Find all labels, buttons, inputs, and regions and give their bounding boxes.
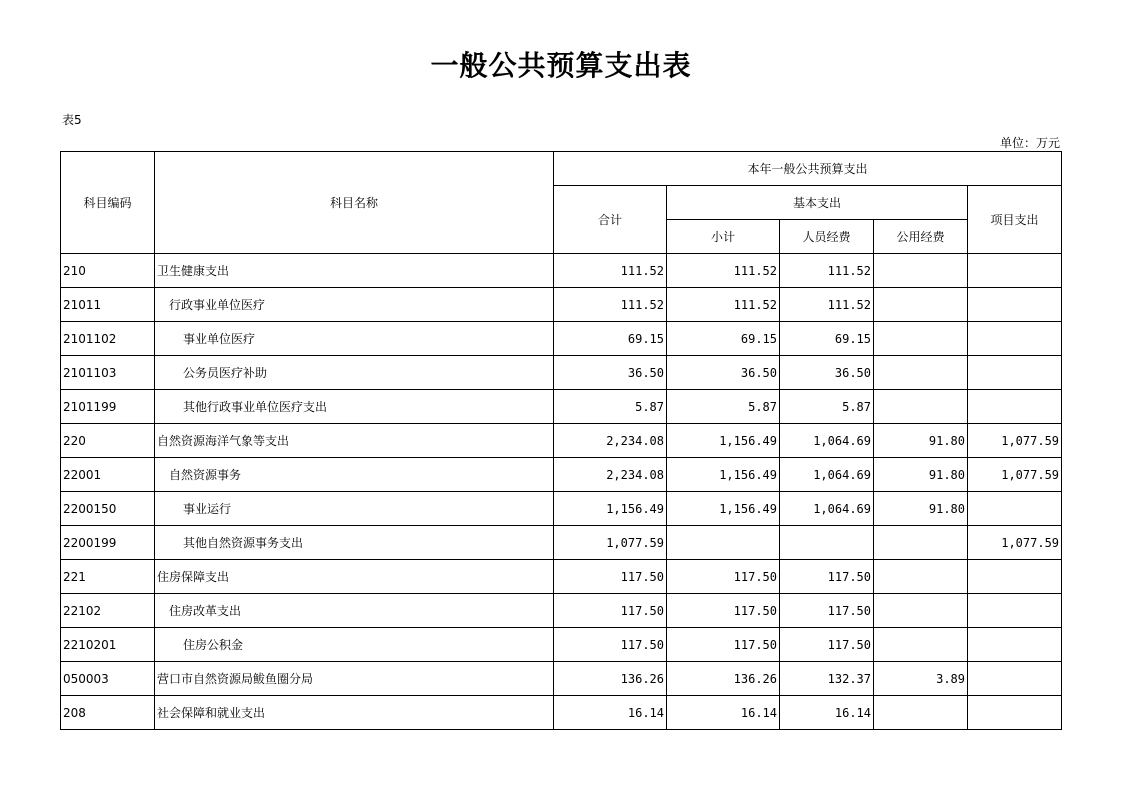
header-basic: 基本支出 [667,186,968,220]
table-row [61,254,1062,288]
cell-personnel: 16.14 [780,696,874,730]
cell-subtotal: 16.14 [667,696,780,730]
cell-personnel: 117.50 [780,560,874,594]
cell-project [968,322,1062,356]
cell-subtotal: 117.50 [667,628,780,662]
cell-personnel: 117.50 [780,594,874,628]
cell-subtotal: 1,156.49 [667,492,780,526]
cell-total: 117.50 [554,560,667,594]
cell-name: 住房公积金 [155,628,554,662]
cell-subtotal: 117.50 [667,594,780,628]
cell-public [874,322,968,356]
cell-subtotal: 5.87 [667,390,780,424]
header-personnel: 人员经费 [780,220,874,254]
cell-code: 208 [61,696,155,730]
cell-personnel: 1,064.69 [780,458,874,492]
cell-personnel: 69.15 [780,322,874,356]
cell-personnel [780,526,874,560]
cell-subtotal: 136.26 [667,662,780,696]
cell-name: 其他自然资源事务支出 [155,526,554,560]
unit-label: 单位：万元 [999,136,1060,150]
header-row-1 [61,152,1062,186]
cell-name: 行政事业单位医疗 [155,288,554,322]
cell-public [874,628,968,662]
table-row [61,424,1062,458]
cell-personnel: 1,064.69 [780,492,874,526]
cell-subtotal: 111.52 [667,288,780,322]
cell-total: 117.50 [554,628,667,662]
cell-public [874,356,968,390]
cell-total: 111.52 [554,254,667,288]
cell-public [874,560,968,594]
header-public: 公用经费 [874,220,968,254]
table-row [61,458,1062,492]
cell-code: 21011 [61,288,155,322]
cell-code: 22001 [61,458,155,492]
cell-code: 2200150 [61,492,155,526]
page-title: 一般公共预算支出表 [430,49,692,82]
cell-total: 2,234.08 [554,458,667,492]
table-row [61,526,1062,560]
cell-project: 1,077.59 [968,526,1062,560]
cell-code: 22102 [61,594,155,628]
cell-total: 5.87 [554,390,667,424]
cell-project: 1,077.59 [968,458,1062,492]
cell-name: 营口市自然资源局鲅鱼圈分局 [155,662,554,696]
table-row [61,390,1062,424]
cell-subtotal: 111.52 [667,254,780,288]
cell-personnel: 36.50 [780,356,874,390]
cell-code: 2200199 [61,526,155,560]
cell-total: 1,156.49 [554,492,667,526]
cell-project [968,254,1062,288]
cell-total: 136.26 [554,662,667,696]
cell-public: 91.80 [874,458,968,492]
cell-project [968,628,1062,662]
cell-code: 2101103 [61,356,155,390]
cell-public: 91.80 [874,492,968,526]
cell-public [874,390,968,424]
cell-project [968,390,1062,424]
header-name: 科目名称 [155,152,554,254]
cell-public: 3.89 [874,662,968,696]
cell-project [968,662,1062,696]
cell-name: 其他行政事业单位医疗支出 [155,390,554,424]
cell-subtotal [667,526,780,560]
cell-public [874,254,968,288]
cell-name: 公务员医疗补助 [155,356,554,390]
cell-total: 2,234.08 [554,424,667,458]
header-code: 科目编码 [61,152,155,254]
table-number: 表5 [62,113,82,127]
cell-personnel: 5.87 [780,390,874,424]
cell-public: 91.80 [874,424,968,458]
table-row [61,594,1062,628]
table-row [61,492,1062,526]
cell-personnel: 111.52 [780,288,874,322]
cell-personnel: 111.52 [780,254,874,288]
cell-project [968,356,1062,390]
header-total: 合计 [554,186,667,254]
cell-project [968,696,1062,730]
cell-project [968,288,1062,322]
header-subtotal: 小计 [667,220,780,254]
table-row [61,288,1062,322]
cell-project [968,492,1062,526]
table-row [61,628,1062,662]
cell-public [874,696,968,730]
cell-code: 2210201 [61,628,155,662]
cell-name: 事业单位医疗 [155,322,554,356]
cell-total: 16.14 [554,696,667,730]
cell-public [874,288,968,322]
table-row [61,560,1062,594]
cell-total: 36.50 [554,356,667,390]
table-row [61,662,1062,696]
cell-total: 117.50 [554,594,667,628]
cell-name: 社会保障和就业支出 [155,696,554,730]
table-row [61,356,1062,390]
cell-name: 自然资源事务 [155,458,554,492]
cell-code: 220 [61,424,155,458]
cell-public [874,526,968,560]
cell-code: 221 [61,560,155,594]
cell-total: 69.15 [554,322,667,356]
cell-project [968,594,1062,628]
cell-name: 住房改革支出 [155,594,554,628]
cell-code: 050003 [61,662,155,696]
table-row [61,696,1062,730]
cell-code: 210 [61,254,155,288]
cell-public [874,594,968,628]
header-group: 本年一般公共预算支出 [554,152,1062,186]
cell-subtotal: 117.50 [667,560,780,594]
cell-project [968,560,1062,594]
budget-table [60,151,1062,730]
cell-name: 卫生健康支出 [155,254,554,288]
cell-name: 事业运行 [155,492,554,526]
cell-subtotal: 69.15 [667,322,780,356]
header-project: 项目支出 [968,186,1062,254]
cell-total: 1,077.59 [554,526,667,560]
cell-code: 2101199 [61,390,155,424]
cell-personnel: 1,064.69 [780,424,874,458]
cell-total: 111.52 [554,288,667,322]
table-row [61,322,1062,356]
cell-name: 自然资源海洋气象等支出 [155,424,554,458]
cell-code: 2101102 [61,322,155,356]
cell-personnel: 117.50 [780,628,874,662]
cell-subtotal: 1,156.49 [667,458,780,492]
cell-subtotal: 1,156.49 [667,424,780,458]
cell-subtotal: 36.50 [667,356,780,390]
cell-personnel: 132.37 [780,662,874,696]
cell-name: 住房保障支出 [155,560,554,594]
cell-project: 1,077.59 [968,424,1062,458]
